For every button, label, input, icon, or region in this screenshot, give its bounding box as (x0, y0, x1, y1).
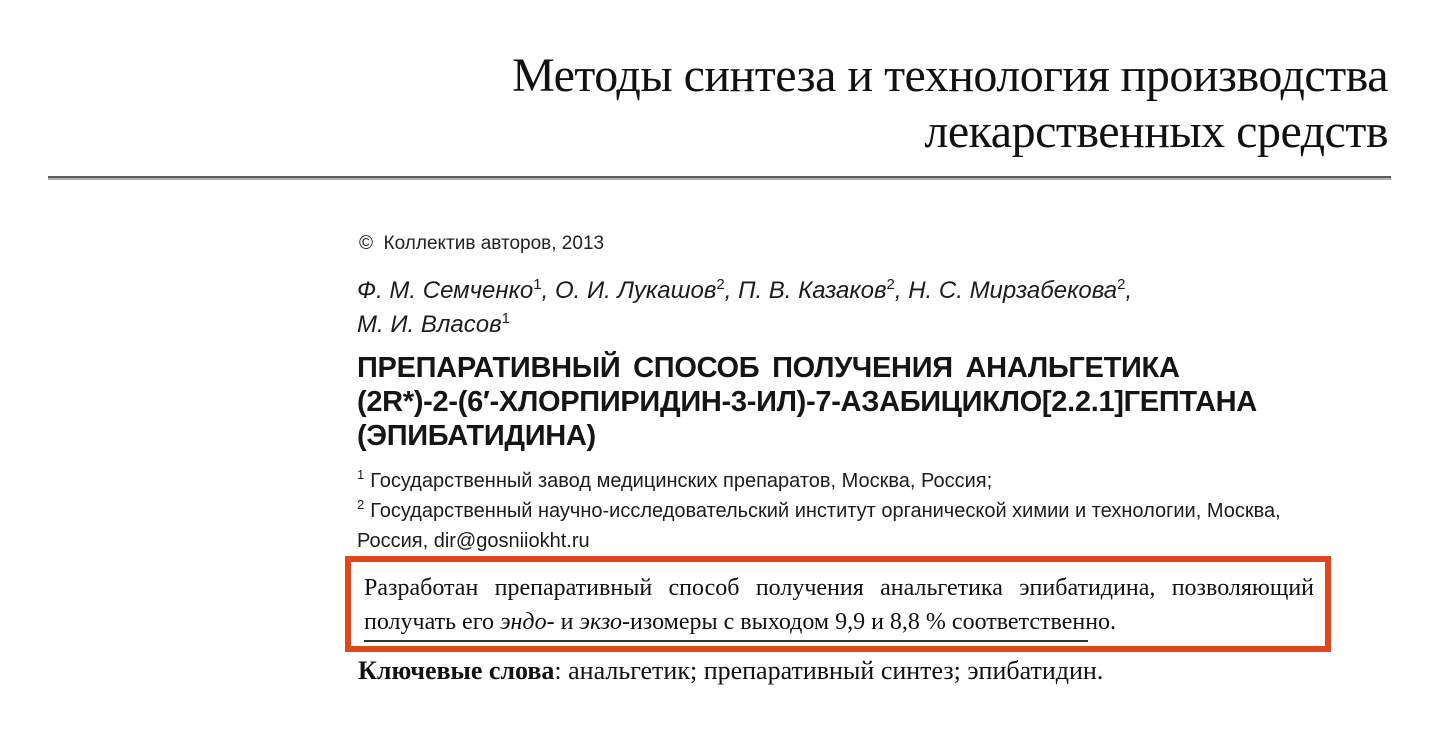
article-title-line1: ПРЕПАРАТИВНЫЙ СПОСОБ ПОЛУЧЕНИЯ АНАЛЬГЕТИКА (357, 352, 1180, 384)
article-title (357, 351, 1257, 453)
abstract-underline (364, 640, 1088, 642)
article-title-line3: (ЭПИБАТИДИНА) (357, 420, 596, 452)
authors-block (357, 274, 1132, 342)
authors-line2: М. И. Власов$^1$ (357, 310, 510, 338)
header-divider-rule (48, 176, 1391, 180)
abstract-line2: получать его эндо- и экзо-изомеры с выходом 9,9 и 8,8 % соответственно. (364, 609, 1117, 635)
journal-section-title-line2: лекарственных средств (924, 105, 1388, 158)
keywords-line: Ключевые слова: анальгетик; препаративный синтез; эпибатидин. (358, 656, 1104, 685)
affiliations-block (357, 466, 1281, 556)
copyright-line: © Коллектив авторов, 2013 (359, 233, 605, 254)
abstract-line1: Разработан препаративный способ получения анальгетика эпибатидина, позволяющий (364, 575, 1314, 601)
affiliation-line1: $^1$ Государственный завод медицинских препаратов, Москва, Россия; (357, 467, 993, 492)
journal-section-title-line1: Методы синтеза и технология производства (512, 49, 1388, 102)
abstract-highlight-box (345, 556, 1331, 652)
affiliation-line2: $^2$ Государственный научно-исследовательский институт органической химии и технологии, Москва, (357, 497, 1281, 522)
journal-section-title (512, 48, 1388, 160)
affiliation-line3: Россия, dir@gosniiokht.ru (357, 530, 590, 552)
article-title-line2: (2R*)-2-(6′-ХЛОРПИРИДИН-3-ИЛ)-7-АЗАБИЦИКЛО[2.2.1]ГЕПТАНА (357, 386, 1257, 418)
authors-line1: Ф. М. Семченко$^1$, О. И. Лукашов$^2$, П. В. Казаков$^2$, Н. С. Мирзабекова$^2$, (357, 276, 1133, 304)
